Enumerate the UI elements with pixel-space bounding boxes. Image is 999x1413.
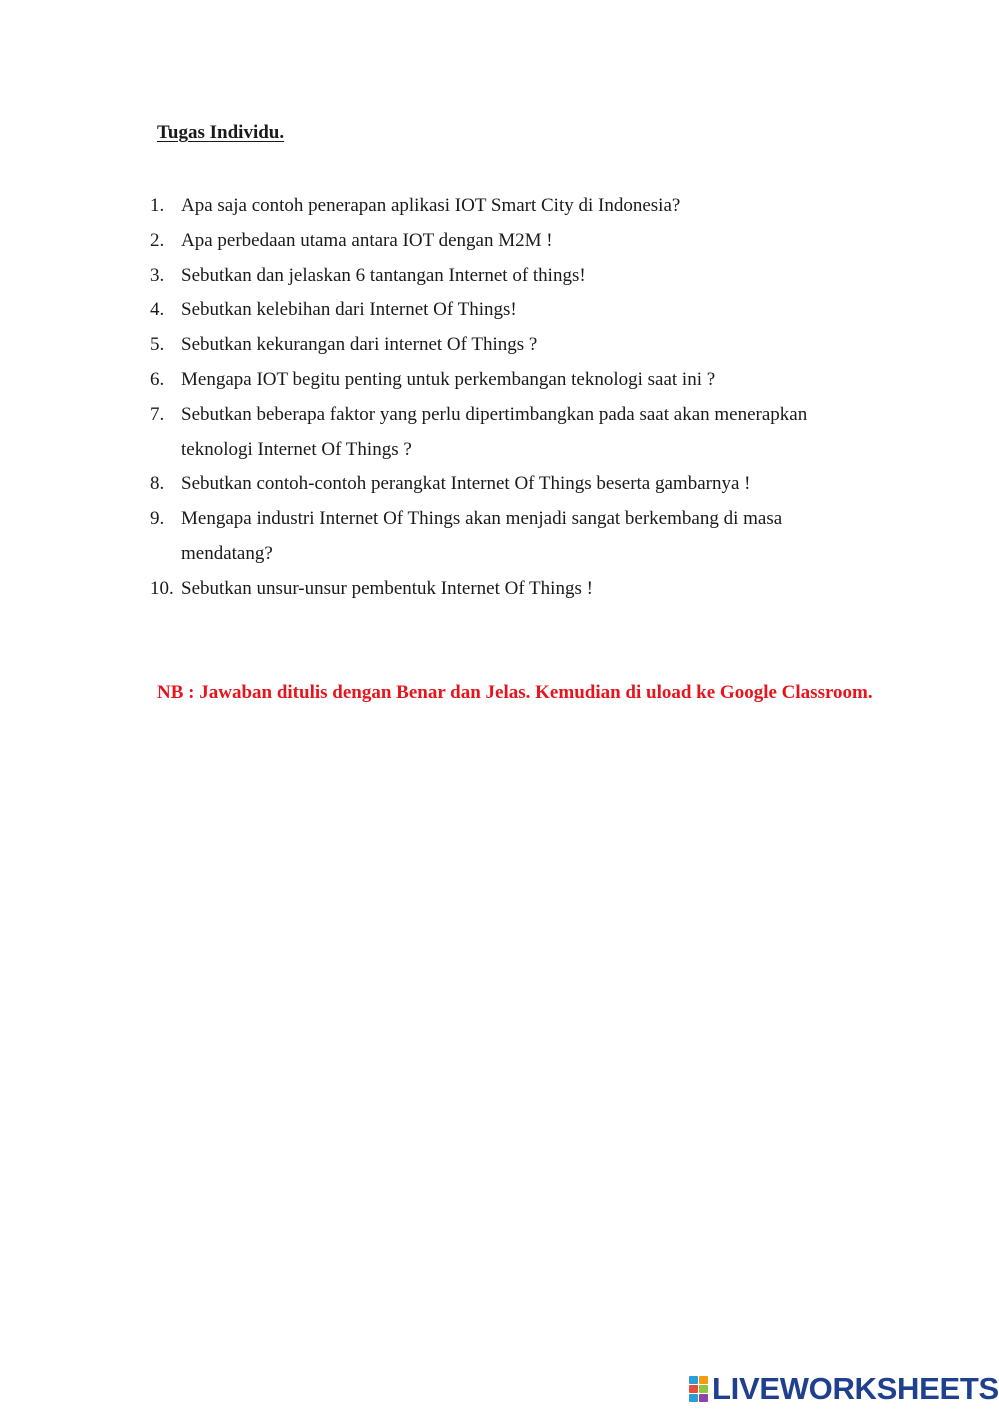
question-list [150, 189, 870, 607]
list-item [150, 398, 870, 468]
item-text: Apa saja contoh penerapan aplikasi IOT Smart City di Indonesia? [181, 195, 681, 216]
list-item [150, 363, 870, 398]
item-number: 1. [150, 195, 165, 216]
item-number: 9. [150, 508, 165, 530]
liveworksheets-brand [689, 1371, 999, 1406]
liveworksheets-logo-icon [689, 1376, 709, 1402]
list-item [150, 328, 870, 363]
item-text: Mengapa IOT begitu penting untuk perkembangan teknologi saat ini ? [181, 368, 716, 390]
item-number: 5. [150, 334, 165, 356]
item-text: Sebutkan unsur-unsur pembentuk Internet Of Things ! [181, 577, 593, 599]
logo-tile [689, 1376, 698, 1384]
logo-tile [699, 1376, 708, 1384]
list-item [150, 259, 870, 294]
item-text: Sebutkan kekurangan dari internet Of Things ? [181, 334, 538, 356]
list-item [150, 293, 870, 328]
item-number: 7. [150, 403, 165, 425]
logo-tile [699, 1394, 708, 1402]
item-number: 6. [150, 368, 165, 390]
item-number: 2. [150, 229, 165, 251]
logo-tile [689, 1394, 698, 1402]
list-item [150, 189, 870, 224]
list-item [150, 467, 870, 502]
item-text: Sebutkan contoh-contoh perangkat Internet Of Things beserta gambarnya ! [181, 473, 751, 495]
submission-note: NB : Jawaban ditulis dengan Benar dan Jelas. Kemudian di uload ke Google Classroom. [157, 682, 873, 703]
brand-name: LIVEWORKSHEETS [712, 1371, 999, 1406]
logo-tile [689, 1385, 698, 1393]
item-text: Apa perbedaan utama antara IOT dengan M2M ! [181, 229, 553, 251]
item-text: Sebutkan kelebihan dari Internet Of Things! [181, 299, 517, 321]
item-number: 8. [150, 473, 165, 495]
item-number: 10. [150, 577, 174, 599]
item-text: Mengapa industri Internet Of Things akan menjadi sangat berkembang di masa mendatang? [181, 508, 783, 564]
item-text: Sebutkan beberapa faktor yang perlu dipertimbangkan pada saat akan menerapkan teknologi Internet Of Things ? [181, 403, 808, 460]
list-item [150, 224, 870, 259]
page-title: Tugas Individu. [157, 122, 285, 143]
item-text: Sebutkan dan jelaskan 6 tantangan Internet of things! [181, 264, 586, 286]
list-item [150, 572, 870, 607]
item-number: 3. [150, 264, 165, 286]
item-number: 4. [150, 299, 165, 321]
logo-tile [699, 1385, 708, 1393]
list-item [150, 502, 870, 572]
